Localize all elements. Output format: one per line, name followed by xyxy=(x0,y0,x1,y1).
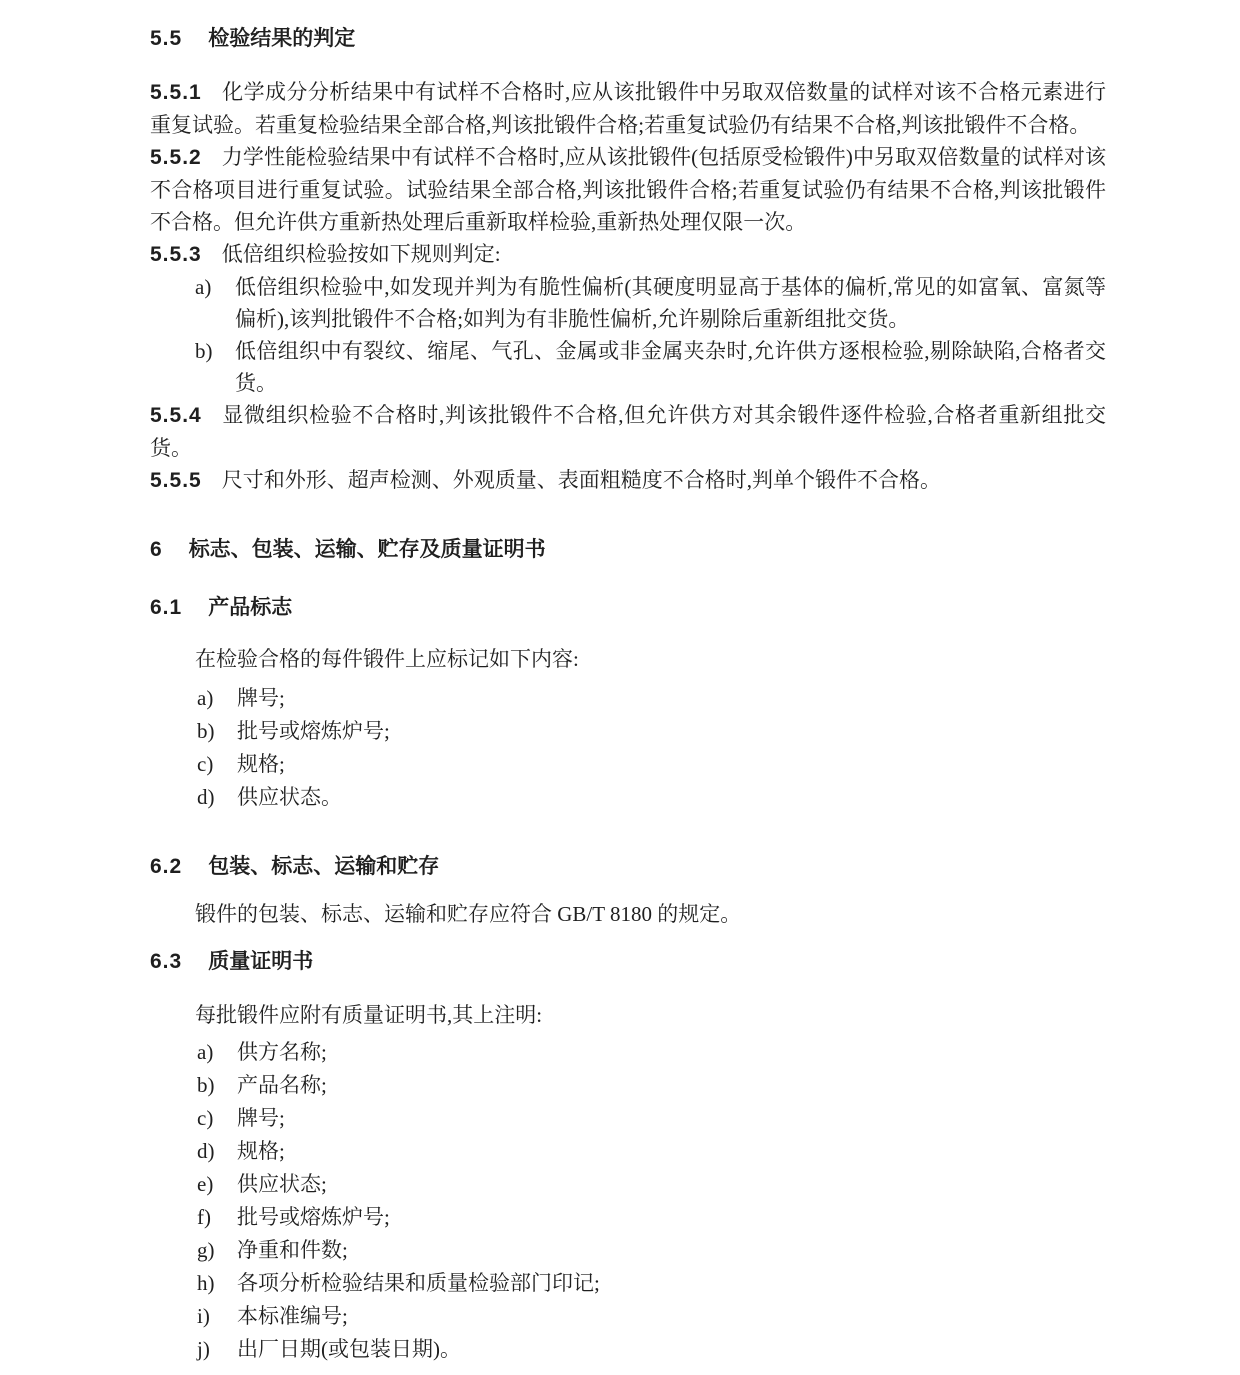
list-item-text: 牌号; xyxy=(237,686,285,710)
list-item xyxy=(150,748,1106,781)
clause-heading-6-1 xyxy=(150,591,1106,621)
clause-number: 6.1 xyxy=(150,596,183,619)
clause-number: 6 xyxy=(150,538,163,561)
list-item-text: 出厂日期(或包装日期)。 xyxy=(237,1337,461,1361)
list-item-label: c) xyxy=(197,752,214,776)
clause-5-5-3 xyxy=(150,238,1106,271)
subitem-b xyxy=(150,335,1106,399)
clause-text: 化学成分分析结果中有试样不合格时,应从该批锻件中另取双倍数量的试样对该不合格元素进行重复试验。若重复检验结果全部合格,判该批锻件合格;若重复试验仍有结果不合格,判该批锻件不合格。 xyxy=(150,80,1106,137)
list-item-label: a) xyxy=(197,686,214,710)
clause-text: 力学性能检验结果中有试样不合格时,应从该批锻件(包括原受检锻件)中另取双倍数量的试样对该不合格项目进行重复试验。试验结果全部合格,判该批锻件合格;若重复试验仍有结果不合格,判该批锻件不合格。但允许供方重新热处理后重新取样检验,重新热处理仅限一次。 xyxy=(150,145,1106,234)
clause-number: 5.5 xyxy=(150,27,183,50)
list-item-label: b) xyxy=(197,719,215,743)
list-item-label: a) xyxy=(197,1040,214,1064)
clause-title: 产品标志 xyxy=(208,596,293,619)
clause-number: 5.5.5 xyxy=(150,469,202,492)
clause-number: 5.5.1 xyxy=(150,81,202,104)
list-item xyxy=(150,1201,1106,1234)
list-item xyxy=(150,1135,1106,1168)
clause-number: 5.5.4 xyxy=(150,404,202,427)
list-item-label: h) xyxy=(197,1271,215,1295)
list-item xyxy=(150,1168,1106,1201)
clause-heading-6-3 xyxy=(150,945,1106,975)
list-6-1 xyxy=(150,682,1106,814)
subitem-text: 低倍组织中有裂纹、缩尾、气孔、金属或非金属夹杂时,允许供方逐根检验,剔除缺陷,合格者交货。 xyxy=(235,339,1106,395)
clause-5-5-5 xyxy=(150,464,1106,497)
list-item xyxy=(150,715,1106,748)
clause-title: 标志、包装、运输、贮存及质量证明书 xyxy=(188,538,546,561)
list-item xyxy=(150,1069,1106,1102)
clause-number: 5.5.2 xyxy=(150,146,202,169)
clause-text: 显微组织检验不合格时,判该批锻件不合格,但允许供方对其余锻件逐件检验,合格者重新组批交货。 xyxy=(150,403,1106,460)
clause-number: 6.2 xyxy=(150,855,183,878)
list-item-text: 供应状态。 xyxy=(237,785,342,809)
clause-5-5-1 xyxy=(150,76,1106,141)
subitem-text: 低倍组织检验中,如发现并判为有脆性偏析(其硬度明显高于基体的偏析,常见的如富氧、富氮等偏析),该判批锻件不合格;如判为有非脆性偏析,允许剔除后重新组批交货。 xyxy=(235,275,1106,331)
clause-5-5-2 xyxy=(150,141,1106,238)
list-item xyxy=(150,1267,1106,1300)
list-item xyxy=(150,1102,1106,1135)
list-item-label: f) xyxy=(197,1205,211,1229)
list-item-label: d) xyxy=(197,1139,215,1163)
clause-5-5-4 xyxy=(150,399,1106,464)
list-item-label: b) xyxy=(197,1073,215,1097)
clause-number: 6.3 xyxy=(150,950,183,973)
list-item-text: 本标准编号; xyxy=(237,1304,348,1328)
list-item-text: 规格; xyxy=(237,1139,285,1163)
clause-6-2-text: 锻件的包装、标志、运输和贮存应符合 GB/T 8180 的规定。 xyxy=(195,902,742,926)
clause-heading-6 xyxy=(150,533,1106,563)
list-item-text: 产品名称; xyxy=(237,1073,327,1097)
list-6-3 xyxy=(150,1036,1106,1366)
list-item xyxy=(150,1300,1106,1333)
list-item-text: 批号或熔炼炉号; xyxy=(237,719,390,743)
list-item-text: 规格; xyxy=(237,752,285,776)
clause-title: 检验结果的判定 xyxy=(208,27,356,50)
list-item-label: c) xyxy=(197,1106,214,1130)
list-item-label: i) xyxy=(197,1304,210,1328)
spacer xyxy=(150,814,1106,824)
list-item xyxy=(150,781,1106,814)
subitem-a xyxy=(150,271,1106,335)
list-item xyxy=(150,1036,1106,1069)
list-item-label: g) xyxy=(197,1238,215,1262)
clause-text: 低倍组织检验按如下规则判定: xyxy=(221,242,501,266)
list-item-text: 批号或熔炼炉号; xyxy=(237,1205,390,1229)
list-item-text: 牌号; xyxy=(237,1106,285,1130)
list-item-text: 净重和件数; xyxy=(237,1238,348,1262)
intro-6-1: 在检验合格的每件锻件上应标记如下内容: xyxy=(195,647,579,671)
clause-text: 尺寸和外形、超声检测、外观质量、表面粗糙度不合格时,判单个锻件不合格。 xyxy=(221,468,941,492)
list-item-text: 各项分析检验结果和质量检验部门印记; xyxy=(237,1271,600,1295)
list-item-label: d) xyxy=(197,785,215,809)
clause-title: 包装、标志、运输和贮存 xyxy=(208,855,440,878)
subitem-label: b) xyxy=(195,339,213,363)
clause-number: 5.5.3 xyxy=(150,243,202,266)
clause-title: 质量证明书 xyxy=(208,950,314,973)
list-item-text: 供方名称; xyxy=(237,1040,327,1064)
list-item xyxy=(150,1234,1106,1267)
intro-6-3: 每批锻件应附有质量证明书,其上注明: xyxy=(195,1003,543,1027)
list-item xyxy=(150,1333,1106,1366)
list-item-label: e) xyxy=(197,1172,214,1196)
list-item-label: j) xyxy=(197,1337,210,1361)
subitem-label: a) xyxy=(195,275,212,299)
clause-heading-5-5 xyxy=(150,22,1106,52)
list-item xyxy=(150,682,1106,715)
clause-heading-6-2 xyxy=(150,850,1106,880)
list-item-text: 供应状态; xyxy=(237,1172,327,1196)
